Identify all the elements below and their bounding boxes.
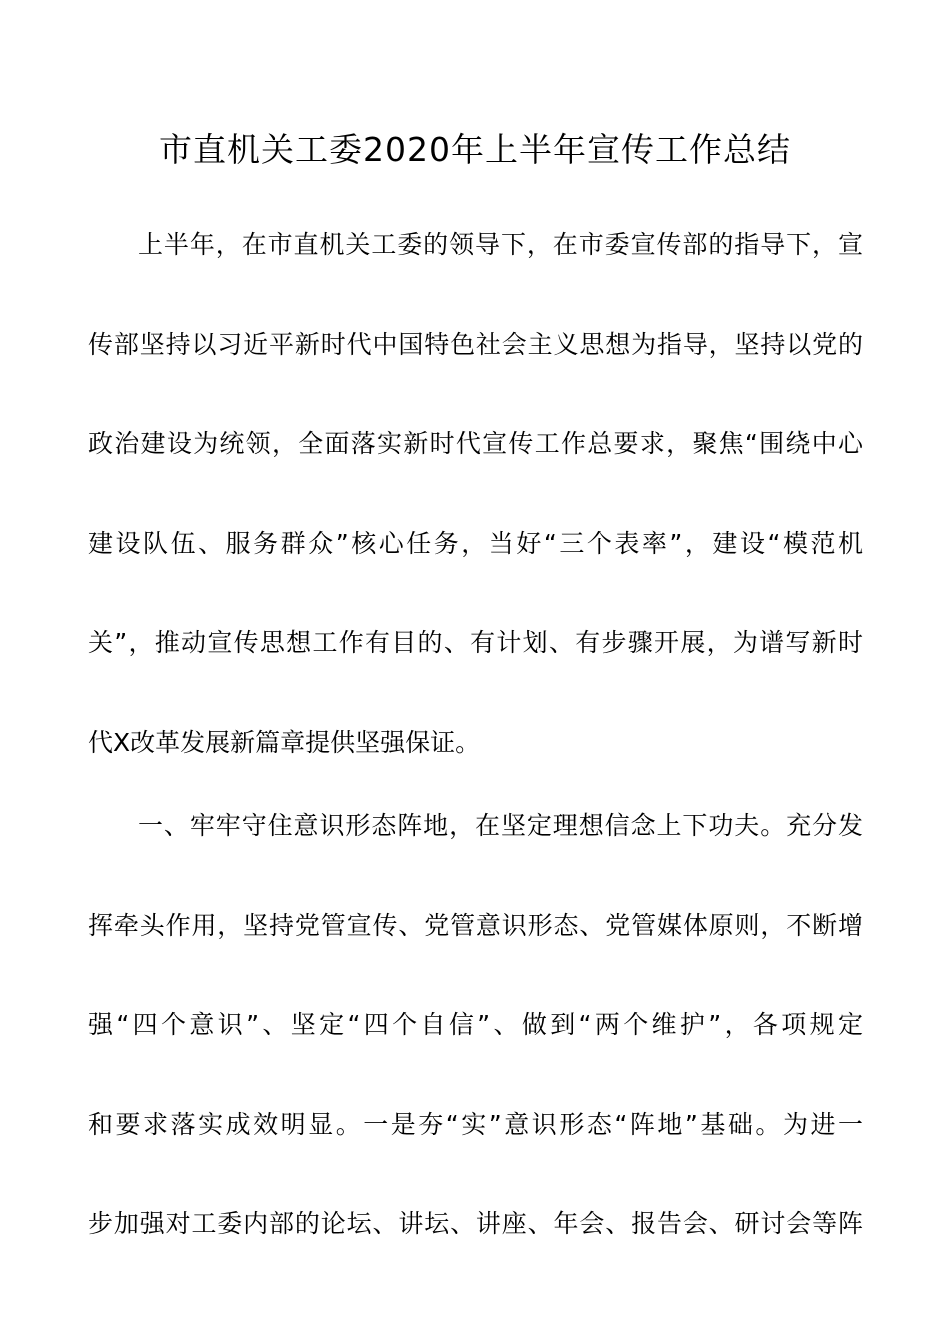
paragraph-2-line-3: 强“四个意识”、坚定“四个自信”、做到“两个维护”，各项规定 [88, 1010, 863, 1039]
paragraph-1-line-6: 代X改革发展新篇章提供坚强保证。 [88, 728, 481, 757]
paragraph-1-line-4: 建设队伍、服务群众”核心任务，当好“三个表率”，建设“模范机 [88, 529, 863, 558]
paragraph-2-line-2: 挥牵头作用，坚持党管宣传、党管意识形态、党管媒体原则，不断增 [88, 911, 863, 940]
paragraph-1-line-2: 传部坚持以习近平新时代中国特色社会主义思想为指导，坚持以党的 [88, 330, 863, 359]
paragraph-2-line-4: 和要求落实成效明显。一是夯“实”意识形态“阵地”基础。为进一 [88, 1110, 863, 1139]
paragraph-2-line-1: 一、牢牢守住意识形态阵地，在坚定理想信念上下功夫。充分发 [138, 811, 863, 840]
paragraph-2-line-5: 步加强对工委内部的论坛、讲坛、讲座、年会、报告会、研讨会等阵 [88, 1209, 863, 1238]
paragraph-1-line-3: 政治建设为统领，全面落实新时代宣传工作总要求，聚焦“围绕中心 [88, 429, 863, 458]
document-title: 市直机关工委2020年上半年宣传工作总结 [159, 130, 791, 169]
paragraph-1-line-1: 上半年，在市直机关工委的领导下，在市委宣传部的指导下，宣 [138, 230, 863, 259]
paragraph-1-line-5: 关”，推动宣传思想工作有目的、有计划、有步骤开展，为谱写新时 [88, 628, 863, 657]
